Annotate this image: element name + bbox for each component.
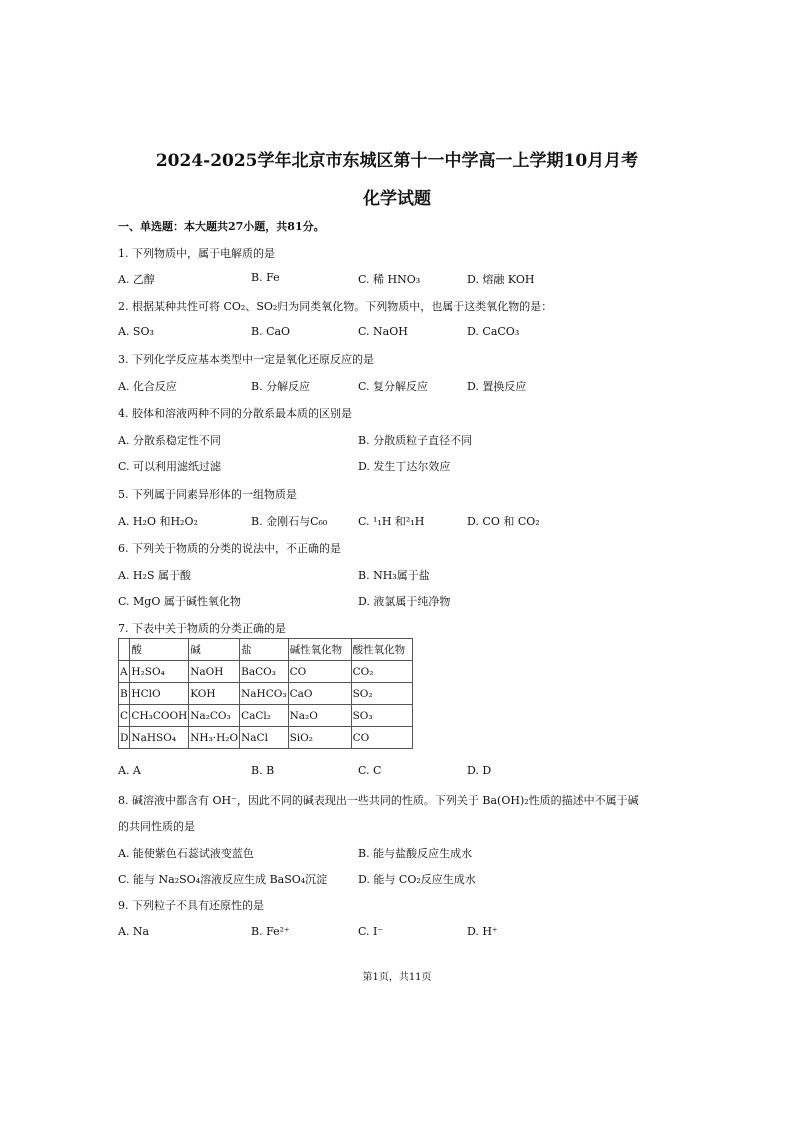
option-c[interactable]: C. 可以利用滤纸过滤: [118, 460, 222, 473]
table-cell: H₂SO₄: [130, 661, 189, 683]
table-cell: Na₂O: [288, 705, 351, 727]
option-b[interactable]: B. Fe: [251, 271, 280, 284]
question-7-stem: 7. 下表中关于物质的分类正确的是: [118, 622, 286, 635]
option-d[interactable]: D. D: [467, 764, 492, 777]
option-d[interactable]: D. 发生丁达尔效应: [358, 460, 451, 473]
option-d[interactable]: D. CO 和 CO₂: [467, 515, 540, 528]
option-a[interactable]: A. 分散系稳定性不同: [118, 434, 221, 447]
table-cell: KOH: [189, 683, 240, 705]
option-d[interactable]: D. 液氯属于纯净物: [358, 595, 451, 608]
option-b[interactable]: B. NH₃属于盐: [358, 569, 430, 582]
option-b[interactable]: B. Fe²⁺: [251, 925, 290, 938]
question-7-options: [118, 764, 678, 780]
option-d[interactable]: D. H⁺: [467, 925, 498, 938]
question-8-options-row2: [118, 871, 678, 887]
question-8-stem: 8. 碱溶液中都含有 OH⁻，因此不同的碱表现出一些共同的性质。下列关于 Ba(OH)₂性质的描述中不属于碱: [118, 794, 639, 807]
table-header-cell: 盐: [240, 639, 288, 661]
option-b[interactable]: B. 能与盐酸反应生成水: [358, 847, 473, 860]
option-d[interactable]: D. 能与 CO₂反应生成水: [358, 873, 476, 886]
table-cell: SO₂: [351, 683, 412, 705]
table-row: [119, 705, 413, 727]
question-8-options-row1: [118, 845, 678, 861]
option-a[interactable]: A. 乙醇: [118, 273, 155, 286]
table-cell: A: [119, 661, 130, 683]
option-d[interactable]: D. 熔融 KOH: [467, 273, 535, 286]
option-d[interactable]: D. 置换反应: [467, 380, 527, 393]
question-5-options: [118, 513, 678, 529]
table-header-row: [119, 639, 413, 661]
option-a[interactable]: A. H₂S 属于酸: [118, 569, 191, 582]
option-c[interactable]: C. 稀 HNO₃: [358, 273, 421, 286]
question-6-options-row1: [118, 567, 678, 583]
option-c[interactable]: C. C: [358, 764, 382, 777]
option-b[interactable]: B. B: [251, 764, 275, 777]
table-row: [119, 683, 413, 705]
page-footer: 第1页，共11页: [362, 972, 432, 983]
question-5-stem: 5. 下列属于同素异形体的一组物质是: [118, 488, 297, 501]
question-9-stem: 9. 下列粒子不具有还原性的是: [118, 899, 264, 912]
question-1-stem: 1. 下列物质中，属于电解质的是: [118, 247, 275, 260]
question-4-options-row1: [118, 432, 678, 448]
question-6-options-row2: [118, 593, 678, 609]
question-2-stem: 2. 根据某种共性可将 CO₂、SO₂归为同类氧化物。下列物质中，也属于这类氧化物的是：: [118, 300, 553, 313]
table-row: [119, 661, 413, 683]
option-a[interactable]: A. H₂O 和H₂O₂: [118, 515, 198, 528]
option-a[interactable]: A. A: [118, 764, 141, 777]
option-b[interactable]: B. 分散质粒子直径不同: [358, 434, 473, 447]
table-cell: NH₃·H₂O: [189, 727, 240, 749]
section-heading: 一、单选题：本大题共27小题，共81分。: [118, 220, 325, 233]
classification-table: [118, 638, 413, 749]
table-cell: CaCl₂: [240, 705, 288, 727]
table-cell: SiO₂: [288, 727, 351, 749]
option-a[interactable]: A. 能使紫色石蕊试液变蓝色: [118, 847, 254, 860]
option-b[interactable]: B. CaO: [251, 325, 291, 338]
option-a[interactable]: A. Na: [118, 925, 150, 938]
question-2-options: [118, 325, 678, 341]
question-3-options: [118, 378, 678, 394]
option-b[interactable]: B. 金刚石与C₆₀: [251, 515, 328, 528]
table-cell: HClO: [130, 683, 189, 705]
option-c[interactable]: C. I⁻: [358, 925, 384, 938]
table-header-cell: 酸性氧化物: [351, 639, 412, 661]
option-d[interactable]: D. CaCO₃: [467, 325, 520, 338]
option-b[interactable]: B. 分解反应: [251, 380, 311, 393]
question-8-stem-cont: 的共同性质的是: [118, 820, 195, 833]
table-cell: B: [119, 683, 130, 705]
exam-title: 2024-2025学年北京市东城区第十一中学高一上学期10月月考: [155, 151, 639, 171]
option-c[interactable]: C. NaOH: [358, 325, 408, 338]
table-header-cell: 碱: [189, 639, 240, 661]
table-row: [119, 727, 413, 749]
table-cell: NaHSO₄: [130, 727, 189, 749]
option-c[interactable]: C. ¹₁H 和²₁H: [358, 515, 425, 528]
option-a[interactable]: A. 化合反应: [118, 380, 177, 393]
table-header-cell: [119, 639, 130, 661]
question-6-stem: 6. 下列关于物质的分类的说法中，不正确的是: [118, 542, 341, 555]
option-c[interactable]: C. MgO 属于碱性氧化物: [118, 595, 241, 608]
table-cell: NaHCO₃: [240, 683, 288, 705]
question-1-options: [118, 271, 678, 287]
table-cell: CH₃COOH: [130, 705, 189, 727]
question-9-options: [118, 925, 678, 941]
table-cell: CO: [288, 661, 351, 683]
question-3-stem: 3. 下列化学反应基本类型中一定是氧化还原反应的是: [118, 353, 374, 366]
table-cell: C: [119, 705, 130, 727]
table-cell: Na₂CO₃: [189, 705, 240, 727]
table-cell: NaOH: [189, 661, 240, 683]
table-cell: NaCl: [240, 727, 288, 749]
question-4-stem: 4. 胶体和溶液两种不同的分散系最本质的区别是: [118, 407, 352, 420]
exam-subtitle: 化学试题: [363, 189, 431, 209]
table-cell: CO: [351, 727, 412, 749]
table-cell: SO₃: [351, 705, 412, 727]
table-header-cell: 碱性氧化物: [288, 639, 351, 661]
table-header-cell: 酸: [130, 639, 189, 661]
option-a[interactable]: A. SO₃: [118, 325, 154, 338]
option-c[interactable]: C. 能与 Na₂SO₄溶液反应生成 BaSO₄沉淀: [118, 873, 328, 886]
question-4-options-row2: [118, 458, 678, 474]
table-cell: BaCO₃: [240, 661, 288, 683]
table-cell: D: [119, 727, 130, 749]
table-cell: CO₂: [351, 661, 412, 683]
option-c[interactable]: C. 复分解反应: [358, 380, 429, 393]
table-cell: CaO: [288, 683, 351, 705]
